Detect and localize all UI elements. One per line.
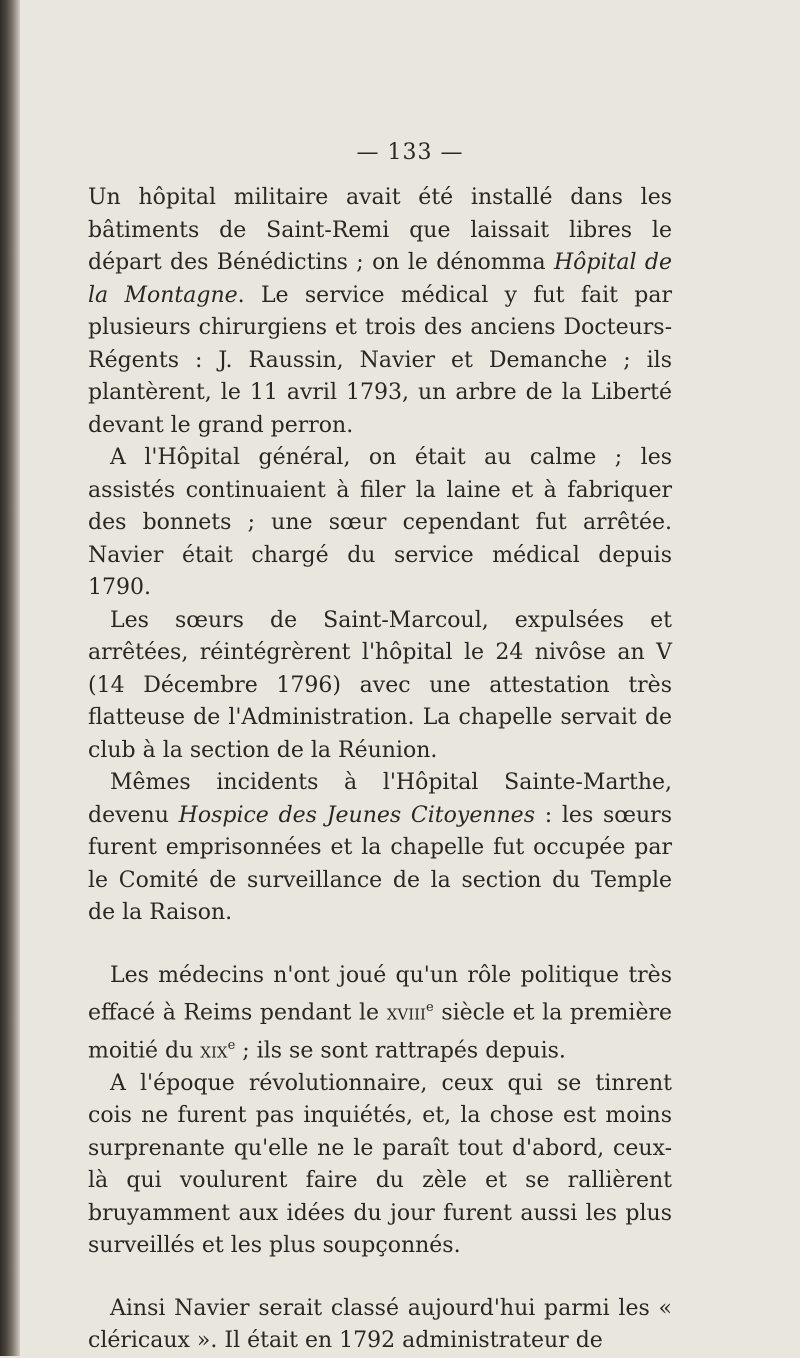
- section-gap: [88, 930, 672, 960]
- paragraph-p1: [88, 182, 672, 442]
- italic-title: Hospice des Jeunes Citoyennes: [178, 802, 535, 828]
- book-binding-edge: [0, 0, 20, 1356]
- century-numeral: xviii: [386, 1000, 426, 1026]
- text-run: A l'époque révolutionnaire, ceux qui se tinrent cois ne furent pas inquiétés, et, la chose est moins surprenante qu'elle ne le paraît tout d'abord, ceux-là qui voulurent faire du zèle et se rallièrent bruyamment aux idées du jour furent aussi les plus surveillés et les plus soupçonnés.: [88, 1070, 672, 1259]
- superscript: e: [227, 1037, 236, 1053]
- century-numeral: xix: [200, 1038, 228, 1064]
- paragraph-p4: [88, 767, 672, 930]
- text-run: Un hôpital militaire avait été installé dans les bâtiments de Saint-Remi que laissait libres le départ des Bénédictins ; on le dénomma: [88, 185, 672, 275]
- paragraph-p6: [88, 1068, 672, 1263]
- text-run: siècle et la première moitié du: [88, 1000, 673, 1064]
- paragraph-p2: [88, 442, 672, 605]
- superscript: e: [425, 1000, 434, 1015]
- text-run: Les sœurs de Saint-Marcoul, expulsées et arrêtées, réintégrèrent l'hôpital le 24 nivôse an V (14 Décembre 1796) avec une attestation très flatteuse de l'Administration. La chapelle servait de club à la section de la Réunion.: [88, 607, 672, 763]
- text-run: . Le service médical y fut fait par plusieurs chirurgiens et trois des anciens Docteurs-Régents : J. Raussin, Navier et Demanche ; ils plantèrent, le 11 avril 1793, un arbre de la Liberté devant le grand perron.: [88, 282, 672, 438]
- page-number: — 133 —: [356, 140, 464, 165]
- book-page: [20, 0, 800, 1356]
- paragraph-p5: [88, 960, 672, 1068]
- text-run: A l'Hôpital général, on était au calme ; les assistés continuaient à filer la laine et à fabriquer des bonnets ; une sœur cependant fut arrêtée. Navier était chargé du service médical depuis 1790.: [88, 445, 672, 600]
- paragraph-p3: [88, 605, 672, 768]
- italic-title: Hôpital de la Montagne: [88, 250, 672, 308]
- section-gap: [88, 1263, 672, 1293]
- page-text-body: [88, 182, 672, 1358]
- paragraph-p7: [88, 1293, 672, 1358]
- text-run: : les sœurs furent emprisonnées et la chapelle fut occupée par le Comité de surveillance de la section du Temple de la Raison.: [88, 802, 672, 925]
- text-run: Ainsi Navier serait classé aujourd'hui parmi les « cléricaux ». Il était en 1792 administrateur de: [88, 1295, 672, 1354]
- text-run: Mêmes incidents à l'Hôpital Sainte-Marthe, devenu: [88, 770, 672, 828]
- text-run: ; ils se sont rattrapés depuis.: [235, 1038, 566, 1064]
- text-run: Les médecins n'ont joué qu'un rôle politique très effacé à Reims pendant le: [88, 962, 672, 1026]
